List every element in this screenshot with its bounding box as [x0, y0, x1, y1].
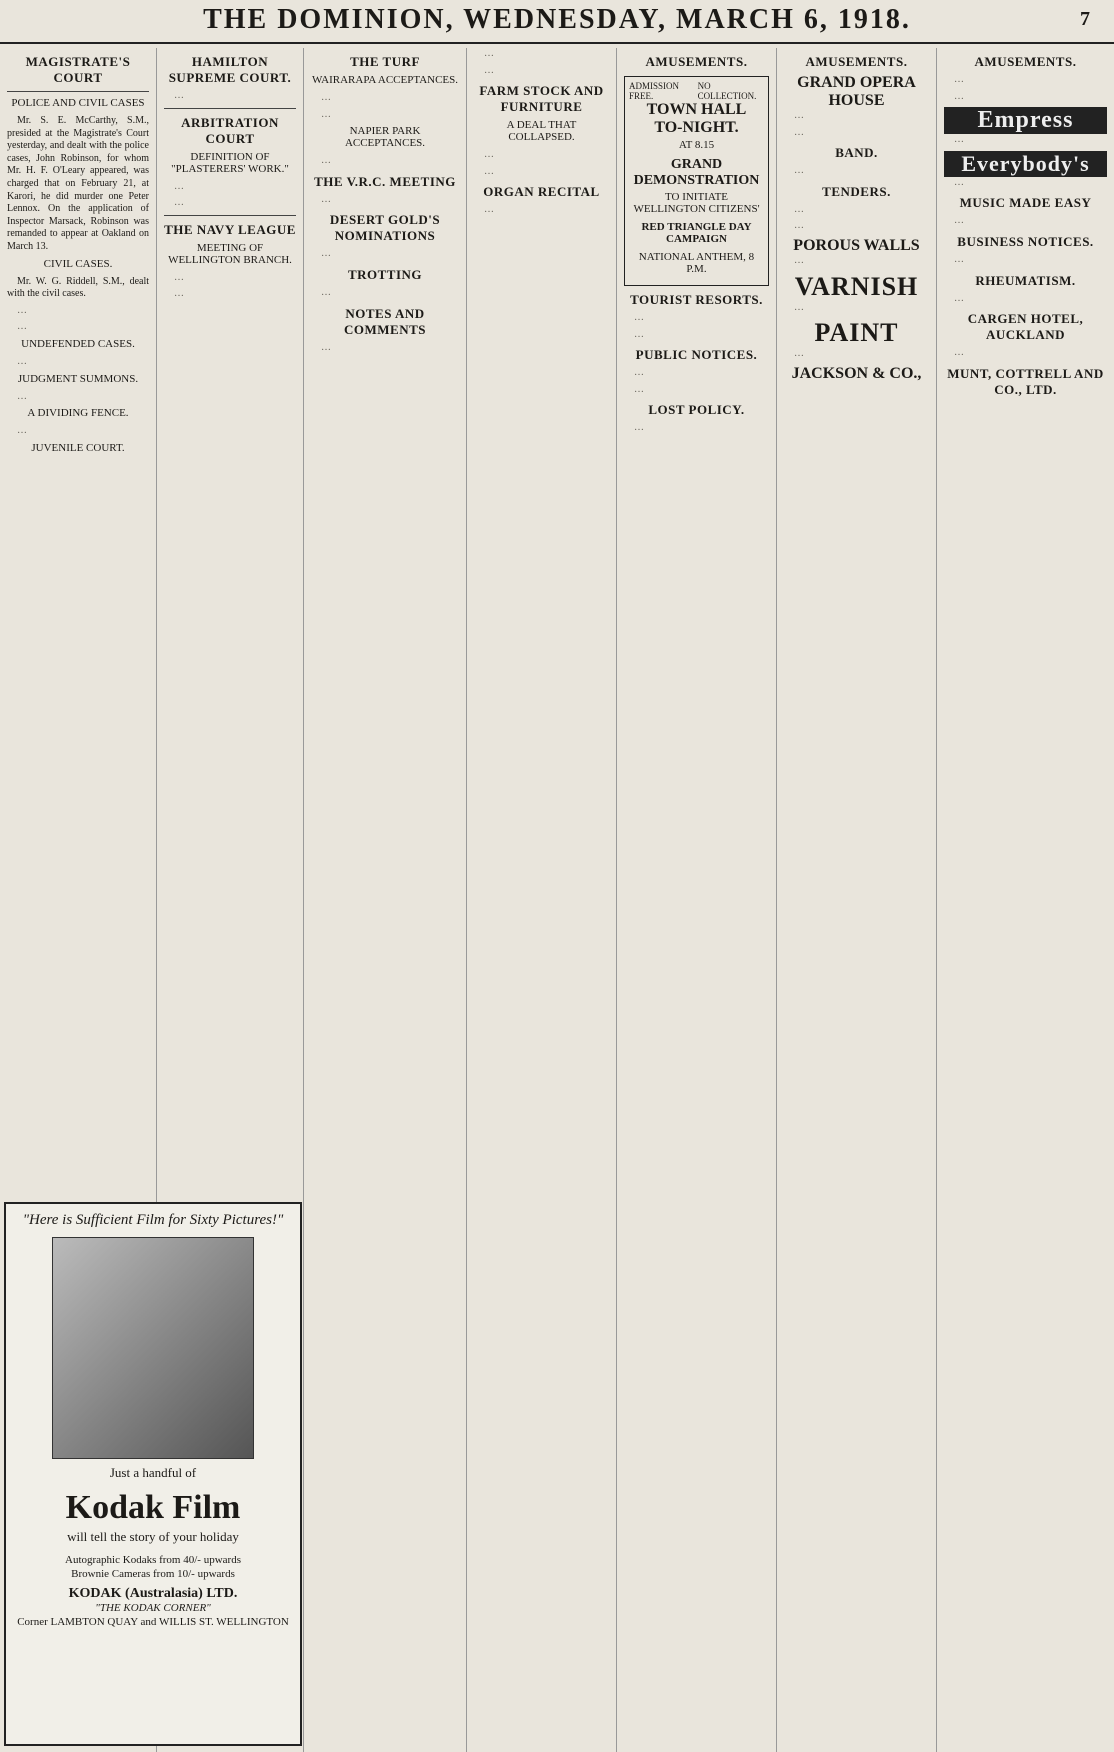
column-2: HAMILTON SUPREME COURT. … ARBITRATION COURT DEFINITION OF "PLASTERERS' WORK." … … THE NAVY LEAGUE MEETING OF WELLINGTON BRANCH. … … — [157, 48, 304, 1752]
ad-headline: "Here is Sufficient Film for Sixty Pictures!" — [22, 1212, 284, 1228]
section-subheading: JUDGMENT SUMMONS. — [17, 372, 139, 385]
ad-line: will tell the story of your holiday — [67, 1529, 239, 1544]
section-subheading: MEETING OF WELLINGTON BRANCH. — [168, 241, 292, 266]
ad-footer: Autographic Kodaks from 40/- upwards Brownie Cameras from 10/- upwards KODAK (Australasia) LTD. "THE KODAK CORNER" Corner LAMBTON QUAY and WILLIS ST. WELLINGTON — [17, 1554, 289, 1628]
section-subheading: CIVIL CASES. — [43, 257, 113, 270]
section-heading: LOST POLICY. — [648, 402, 745, 418]
section-heading: THE TURF — [350, 54, 420, 69]
section-subheading: A DIVIDING FENCE. — [27, 407, 129, 420]
ad-line: Just a handful of — [109, 1465, 197, 1480]
section-heading: AMUSEMENTS. — [974, 54, 1077, 69]
section-subheading: UNDEFENDED CASES. — [21, 337, 135, 350]
article-body: Mr. W. G. Riddell, S.M., dealt with the civil cases. — [7, 275, 149, 300]
column-1: MAGISTRATE'S COURT POLICE AND CIVIL CASES Mr. S. E. McCarthy, S.M., presided at the Magistrate's Court yesterday, and dealt with the police cases, John Robinson, for whom Mr. H. F. O'Leary appeared, was charged that on February 21, at Karori, he did murder one Peter Lennox. On the application of Inspector Marsack, Robinson was remanded to appear at Oakland on March 13. CIVIL CASES. Mr. W. G. Riddell, S.M., dealt with the civil cases. … … UNDEFENDED CASES. … JUDGMENT SUMMONS. … A DIVIDING FENCE. … JUVENILE COURT. — [0, 48, 157, 1752]
section-heading: AMUSEMENTS. — [645, 54, 748, 69]
column-5: AMUSEMENTS. ADMISSION FREE. NO COLLECTION. TOWN HALL TO-NIGHT. AT 8.15 GRAND DEMONSTRATION TO INITIATE WELLINGTON CITIZENS' RED TRIANGLE DAY CAMPAIGN NATIONAL ANTHEM, 8 P.M. TOURIST RESORTS. … … PUBLIC NOTICES. … … LOST POLICY. … — [617, 48, 777, 1752]
section-heading: NOTES AND COMMENTS — [344, 305, 426, 337]
section-heading: THE NAVY LEAGUE — [164, 221, 296, 237]
section-heading: TENDERS. — [822, 183, 891, 199]
section-subheading: NAPIER PARK ACCEPTANCES. — [344, 125, 426, 150]
section-heading: CARGEN HOTEL, AUCKLAND — [967, 311, 1084, 343]
article-body-filler: … … — [17, 304, 27, 333]
section-heading: THE V.R.C. MEETING — [314, 173, 456, 189]
section-heading: RHEUMATISM. — [975, 272, 1076, 288]
section-subheading: JUVENILE COURT. — [31, 441, 125, 454]
masthead-title: THE DOMINION, WEDNESDAY, MARCH 6, 1918. — [203, 4, 911, 35]
section-heading: TOURIST RESORTS. — [630, 292, 763, 307]
town-hall-advert: ADMISSION FREE. NO COLLECTION. TOWN HALL TO-NIGHT. AT 8.15 GRAND DEMONSTRATION TO INITIATE WELLINGTON CITIZENS' RED TRIANGLE DAY CAMPAIGN NATIONAL ANTHEM, 8 P.M. — [624, 76, 769, 286]
section-heading: MUNT, COTTRELL AND CO., LTD. — [947, 365, 1104, 397]
kodak-advertisement — [4, 1202, 302, 1746]
section-heading: ORGAN RECITAL — [483, 184, 600, 200]
section-subheading: WAIRARAPA ACCEPTANCES. — [311, 74, 459, 86]
section-heading: PUBLIC NOTICES. — [635, 347, 758, 363]
section-subheading: A DEAL THAT COLLAPSED. — [506, 119, 577, 144]
section-heading: MAGISTRATE'S COURT — [25, 54, 131, 85]
section-heading: MUSIC MADE EASY — [959, 195, 1092, 211]
masthead — [0, 0, 1114, 44]
section-subheading: DEFINITION OF "PLASTERERS' WORK." — [171, 150, 289, 175]
column-3: THE TURF WAIRARAPA ACCEPTANCES. … … NAPIER PARK ACCEPTANCES. … THE V.R.C. MEETING … DESERT GOLD'S NOMINATIONS … TROTTING … NOTES AND COMMENTS … — [304, 48, 467, 1752]
page-number: 7 — [1080, 8, 1090, 30]
column-6: AMUSEMENTS. GRAND OPERA HOUSE … … BAND. … TENDERS. … … POROUS WALLS … VARNISH … PAINT … JACKSON & CO., — [777, 48, 937, 1752]
kodak-illustration — [52, 1237, 254, 1459]
section-heading: BAND. — [835, 145, 878, 161]
column-4: … … FARM STOCK AND FURNITURE A DEAL THAT COLLAPSED. … … ORGAN RECITAL … — [467, 48, 617, 1752]
article-body: Mr. S. E. McCarthy, S.M., presided at the Magistrate's Court yesterday, and dealt with the police cases, John Robinson, for whom Mr. H. F. O'Leary appeared, was charged that on February 21, at Karori, he did murder one Peter Lennox. On the application of Inspector Marsack, Robinson was remanded to appear at Oakland on March 13. — [7, 115, 149, 252]
section-heading: ARBITRATION COURT — [181, 114, 279, 146]
section-heading: TROTTING — [347, 266, 423, 282]
ad-brand: Kodak Film — [65, 1489, 241, 1526]
section-heading: DESERT GOLD'S NOMINATIONS — [329, 212, 441, 244]
section-subheading: POLICE AND CIVIL CASES — [11, 97, 145, 109]
column-7: AMUSEMENTS. … … Empress … Everybody's … MUSIC MADE EASY … BUSINESS NOTICES. … RHEUMATISM. … CARGEN HOTEL, AUCKLAND … MUNT, COTTRELL AND CO., LTD. — [937, 48, 1114, 1752]
section-heading: BUSINESS NOTICES. — [957, 233, 1094, 249]
section-heading: FARM STOCK AND FURNITURE — [479, 83, 604, 115]
section-heading: HAMILTON SUPREME COURT. — [168, 54, 292, 85]
section-heading: AMUSEMENTS. — [805, 54, 908, 69]
